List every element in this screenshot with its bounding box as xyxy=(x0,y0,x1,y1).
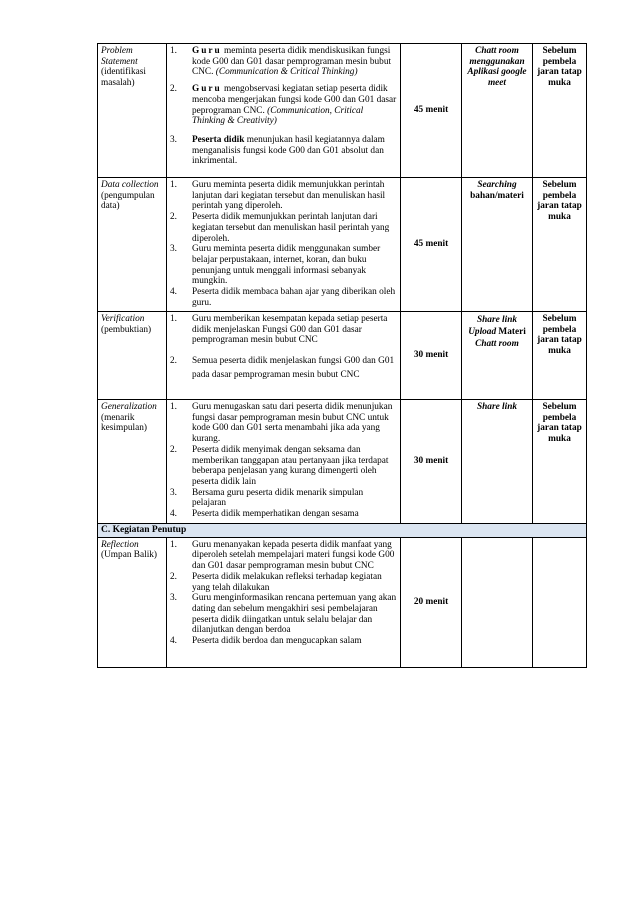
list-item: 2. Semua peserta didik menjelaskan fungsi G00 dan G01 pada dasar pemprograman mesin bubut CNC xyxy=(170,356,395,381)
section-header xyxy=(98,524,587,538)
section-title: C. Kegiatan Penutup xyxy=(98,524,587,538)
list-item: 3. Bersama guru peserta didik menarik simpulan pelajaran xyxy=(170,487,364,509)
media-cell: Share link Upload Materi Chatt room xyxy=(462,312,533,400)
media-cell: Share link xyxy=(462,400,533,524)
stage-name: Verification xyxy=(101,314,145,324)
lesson-activity-table xyxy=(97,43,587,668)
time-cell: 30 menit xyxy=(401,400,462,524)
list-item: 3. Guru meminta peserta didik menggunakan sumber belajar perpustakaan, internet, koran, dan buku penunjang untuk menggali informasi sebanyak mungkin. xyxy=(170,244,381,287)
media-cell xyxy=(462,537,533,667)
timing-cell: Sebelum pembela jaran tatap muka xyxy=(533,44,587,178)
activity-cell xyxy=(167,400,401,524)
activity-cell xyxy=(167,44,401,178)
stage-subtitle: (identifikasi masalah) xyxy=(101,67,146,89)
list-item: 1. Guru memberikan kesempatan kepada setiap peserta didik menjelaskan Fungsi G00 dan G01 dasar pemprograman mesin bubut CNC xyxy=(170,314,388,346)
timing-cell: Sebelum pembela jaran tatap muka xyxy=(533,400,587,524)
stage-cell xyxy=(98,312,167,400)
table-row xyxy=(98,312,587,400)
list-item: 1. Guru menanyakan kepada peserta didik manfaat yang diperoleh setelah mempelajari materi fungsi kode G00 dan G01 dasar pemprograman mesin bubut CNC xyxy=(170,539,395,572)
time-cell: 30 menit xyxy=(401,312,462,400)
list-item: 1. Guru meminta peserta didik memunjukkan perintah lanjutan dari kegiatan tersebut dan menuliskan hasil perintah yang diperoleh. xyxy=(170,180,386,212)
list-item: 2. Peserta didik menyimak dengan seksama dan memberikan tanggapan atau pertanyaan jika terdapat beberapa penjelasan yang kurang dimengerti oleh peserta didik lain xyxy=(170,444,389,487)
media-cell: Chatt room menggunakan Aplikasi google meet xyxy=(462,44,533,178)
activity-cell xyxy=(167,537,401,667)
list-item: 4. Peserta didik memperhatikan dengan sesama xyxy=(170,509,359,520)
stage-name: Generalization xyxy=(101,402,157,412)
table-row xyxy=(98,537,587,667)
stage-subtitle: (pengumpulan data) xyxy=(101,190,155,212)
table-row xyxy=(98,400,587,524)
table-row xyxy=(98,178,587,312)
activity-cell xyxy=(167,312,401,400)
table-row xyxy=(98,44,587,178)
list-item: 2. Guru mengobservasi kegiatan setiap peserta didik mencoba mengerjakan fungsi kode G00 dan G01 dasar peprograman CNC. (Communication, Critical Thinking & Creativity) xyxy=(170,84,397,127)
list-item: 4. Peserta didik membaca bahan ajar yang diberikan oleh guru. xyxy=(170,287,396,308)
list-item: 3. Guru menginformasikan rencana pertemuan yang akan dating dan sebelum mengakhiri sesi pembelajaran peserta didik diingatkan untuk selalu belajar dan dilanjutkan dengan berdoa xyxy=(170,593,397,636)
stage-name: Reflection xyxy=(101,539,139,550)
stage-name: Data collection xyxy=(101,180,159,190)
time-cell: 45 menit xyxy=(401,44,462,178)
stage-name: Problem Statement xyxy=(101,46,138,67)
timing-cell: Sebelum pembela jaran tatap muka xyxy=(533,178,587,312)
stage-subtitle: (pembuktian) xyxy=(101,324,152,335)
stage-cell xyxy=(98,178,167,312)
media-cell: Searching bahan/materi xyxy=(462,178,533,312)
list-item: 1. Guru menugaskan satu dari peserta didik menunjukan fungsi dasar pemprograman mesin bubut CNC untuk kode G00 dan G01 serta menambahi jika ada yang kurang. xyxy=(170,402,393,445)
time-cell: 45 menit xyxy=(401,178,462,312)
activity-cell xyxy=(167,178,401,312)
timing-cell: Sebelum pembela jaran tatap muka xyxy=(533,312,587,400)
stage-subtitle: (Umpan Balik) xyxy=(101,550,158,561)
list-item: 1. Guru meminta peserta didik mendiskusikan fungsi kode G00 dan G01 dasar pemprograman mesin bubut CNC. (Communication & Critical Thinking) xyxy=(170,46,392,78)
stage-subtitle: (menarik kesimpulan) xyxy=(101,412,147,434)
list-item: 2. Peserta didik melakukan refleksi terhadap kegiatan yang telah dilakukan xyxy=(170,571,382,593)
timing-cell xyxy=(533,537,587,667)
list-item: 2. Peserta didik memunjukkan perintah lanjutan dari kegiatan tersebut dan menuliskan hasil perintah yang diperoleh. xyxy=(170,212,390,244)
stage-cell xyxy=(98,537,167,667)
stage-cell xyxy=(98,400,167,524)
list-item: 4. Peserta didik berdoa dan mengucapkan salam xyxy=(170,636,362,647)
list-item: 3. Peserta didik menunjukan hasil kegiatannya dalam menganalisis fungsi kode G00 dan G01 absolut dan inkrimental. xyxy=(170,134,385,167)
stage-cell xyxy=(98,44,167,178)
time-cell: 20 menit xyxy=(401,537,462,667)
